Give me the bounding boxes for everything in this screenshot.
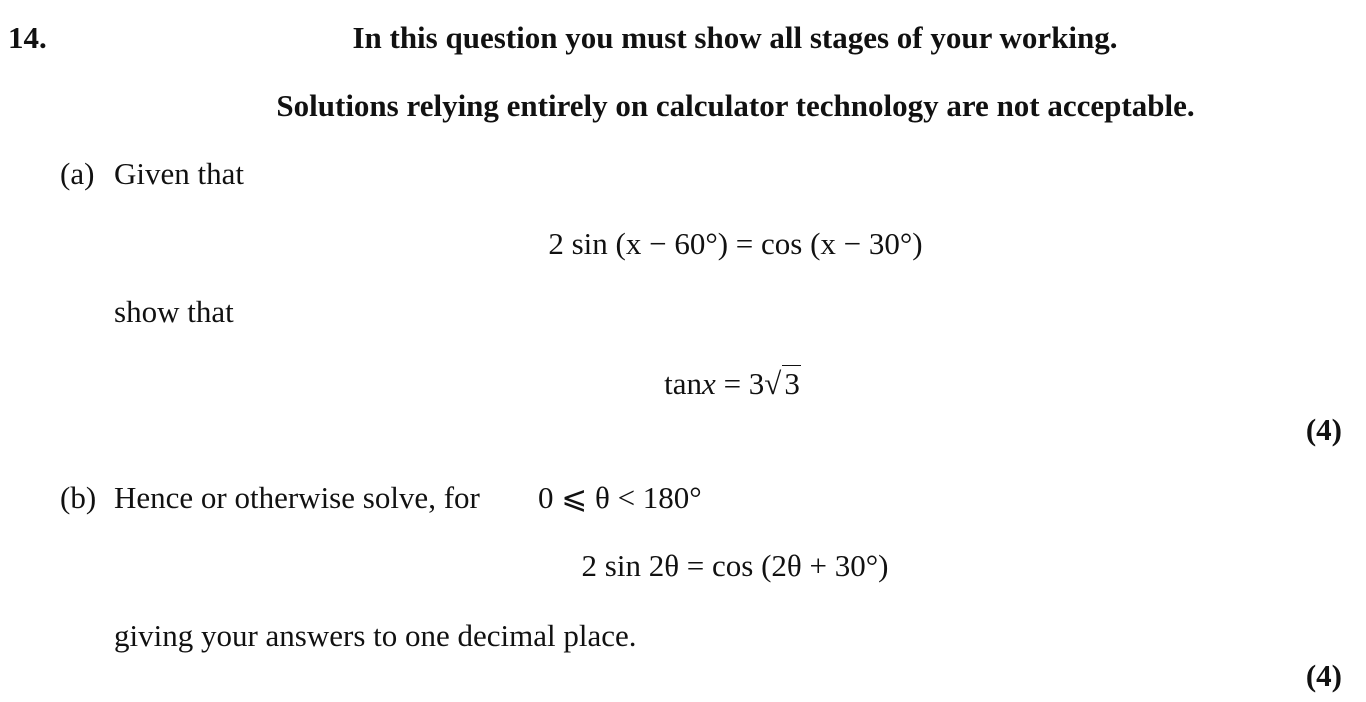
instruction-show-working: In this question you must show all stages of your working. (352, 20, 1118, 55)
question-number: 14. (8, 20, 47, 55)
result-tan: tan (664, 366, 703, 401)
part-a-equation: 2 sin (x − 60°) = cos (x − 30°) (548, 226, 923, 261)
part-b-marks: (4) (1305, 658, 1342, 693)
sqrt-radicand: 3 (784, 366, 800, 401)
part-a-result (0, 366, 1366, 402)
part-a-marks: (4) (1305, 412, 1342, 447)
part-b-range: 0 ⩽ θ < 180° (538, 480, 702, 515)
part-b-outro: giving your answers to one decimal place. (114, 618, 637, 653)
part-b-label: (b) (60, 480, 97, 515)
instruction-no-calculator: Solutions relying entirely on calculator technology are not acceptable. (276, 88, 1195, 123)
part-a-label: (a) (60, 156, 95, 191)
part-b-intro: Hence or otherwise solve, for (114, 480, 480, 515)
sqrt-symbol: √3 (764, 366, 800, 401)
result-variable: x (702, 366, 716, 401)
result-equals: = 3 (715, 366, 765, 401)
part-b-equation: 2 sin 2θ = cos (2θ + 30°) (581, 548, 889, 583)
part-a-intro: Given that (114, 156, 244, 191)
part-a-show-that: show that (114, 294, 234, 329)
